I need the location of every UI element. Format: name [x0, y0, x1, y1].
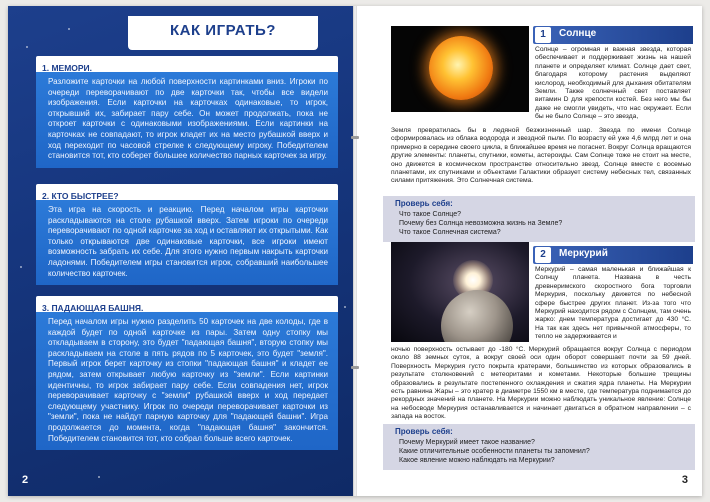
- booklet-spread: [8, 6, 702, 496]
- quiz-box-sun: [383, 196, 695, 242]
- staple-icon: [351, 136, 359, 139]
- section-header-sun: [533, 26, 693, 44]
- quiz-question: Какое явление можно наблюдать на Меркурии?: [399, 457, 555, 465]
- section-number: 1: [535, 27, 551, 43]
- mercury-image: [391, 242, 529, 342]
- quiz-question: Что такое Солнечная система?: [399, 229, 501, 237]
- quiz-question: Какие отличительные особенности планеты ты запомнил?: [399, 448, 590, 456]
- section-title: Меркурий: [559, 248, 608, 259]
- game-description: Перед началом игры нужно разделить 50 карточек на две колоды, где в каждой будет по одной карточке из пары. Затем одну стопку мы откладываем в сторону, это будет "падающая башня", вторую стопку мы раскладываем на столе в пять рядов по 5 карточек, это будет "земля". Первый игрок берет карточку из стопки "падающая башня" и кладет ее рядом, затем открывает любую карточку из "земли". Если картинки идентичны, то игрок забирает пару себе. Если совпадения нет, игрок переворачивает карточку с "земли" рубашкой вверх и ход передает следующему участнику. Игрок по очереди переворачивает карточки из "земли", пока не найдут парную карточку для "падающей башни". Игра продолжается до момента, когда "падающая башня" закончится. Победителем становится тот, кто собрал больше всего карточек.: [36, 312, 338, 450]
- left-page: [8, 6, 355, 496]
- quiz-question: Что такое Солнце?: [399, 211, 461, 218]
- sun-text-side: Солнце – огромная и важная звезда, которая обеспечивает и поддерживает жизнь на нашей планете и определяет климат. Солнце дает свет, благодаря которому растения выделяют кислород, необходимый для дыхания обитателям Земли. Также солнечный свет поставляет витамин D для крепости костей. Без него мы бы даже не смогли увидеть, что нас окружает. Если бы не было Солнце – это звезда,: [535, 46, 691, 121]
- quiz-heading: Проверь себя:: [395, 199, 453, 208]
- section-header-mercury: [533, 246, 693, 264]
- page-title-badge: [128, 16, 318, 50]
- page-number-right: 3: [681, 474, 688, 486]
- star-decoration: [344, 306, 346, 308]
- page-number-left: 2: [22, 474, 29, 486]
- quiz-heading: Проверь себя:: [395, 427, 453, 436]
- quiz-question: Почему Меркурий имеет такое название?: [399, 439, 535, 446]
- game-heading: 3. ПАДАЮЩАЯ БАШНЯ.: [42, 303, 144, 313]
- game-heading: 2. КТО БЫСТРЕЕ?: [42, 191, 119, 201]
- star-decoration: [20, 266, 22, 268]
- star-decoration: [98, 476, 100, 478]
- booklet-spine: [353, 6, 357, 496]
- game-heading-bar: [36, 184, 338, 200]
- star-decoration: [26, 46, 28, 48]
- page-title: КАК ИГРАТЬ?: [170, 22, 276, 39]
- mercury-planet-icon: [441, 290, 513, 342]
- game-heading-bar: [36, 296, 338, 312]
- quiz-box-mercury: [383, 424, 695, 470]
- section-title: Солнце: [559, 28, 597, 39]
- game-block-memory: [36, 56, 338, 168]
- section-number: 2: [535, 247, 551, 263]
- quiz-question: Почему без Солнца невозможна жизнь на Земле?: [399, 220, 563, 228]
- right-page: [355, 6, 702, 496]
- game-block-falling-tower: [36, 296, 338, 450]
- game-heading-bar: [36, 56, 338, 72]
- game-description: Эта игра на скорость и реакцию. Перед началом игры карточки раскладываются на столе рубашкой вверх. Затем игроки по очереди переворачивают по одной карточке за ход и оставляют их открытыми. Как только открываются две одинаковые карточки, все игроки имеют возможность забрать их себе. Для этого нужно первым накрыть карточки ладонями. Победителем игры становится игрок, собравший наибольшее количество карточек.: [36, 200, 338, 285]
- mercury-text-side: Меркурий – самая маленькая и ближайшая к Солнцу планета. Названа в честь древнеримского скоростного бога торговли Меркурия, поскольку движется по небесной сфере быстрее других планет. Из-за того что Меркурий находится рядом с Солнцем, там очень жарко: днем температура достигает до 430 °С. На так как здесь нет привычной атмосферы, то тепло не задерживается и: [535, 266, 691, 341]
- game-block-who-faster: [36, 184, 338, 285]
- mercury-text-full: ночью поверхность остывает до -180 °С. Меркурий обращается вокруг Солнца с периодом около 88 земных суток, а вокруг своей оси один оборот совершает почти за 59 дней. Поверхность Меркурия густо покрыта кратерами, большинство из которых образовались в результате столкновений с метеоритами и кометами. Некоторые большие трещины образовались в результате постепенного охлаждения и сжатия ядра планеты. На Меркурии есть равнина Жары – это кратер в диаметре 1550 км в месте, где температура поднимается до рекордных значений на планете. На Меркурии можно наблюдать уникальное явление: Солнце на небосводе Меркурия останавливается и начинает двигаться в обратном направлении – с запада на восток.: [391, 346, 691, 421]
- game-heading: 1. МЕМОРИ.: [42, 63, 93, 73]
- sun-image: [391, 26, 529, 112]
- sun-icon: [429, 36, 493, 100]
- sun-text-full: Земля превратилась бы в ледяной безжизненный шар. Звезда по имени Солнце сформировалась из облака водорода и звездной пыли. По возрасту ей уже 4,6 млрд лет и она примерно в середине своего цикла, в ближайшее время не погаснет. Вокруг Солнца вращаются другие элементы: планеты, спутники, кометы, астероиды. Сам Солнце тоже не стоит на месте, оно движется в космическом пространстве относительно звезд. Солнце вместе с восемью планетами, их спутниками и объектами Галактики образует систему небесных тел, связанных силами притяжения. Это Солнечная система.: [391, 127, 691, 185]
- game-description: Разложите карточки на любой поверхности картинками вниз. Игроки по очереди переворачивают по две карточки так, чтобы все видели изображения. Если карточки на карточках одинаковые, то игрок, открывший их, забирает пару себе. Он может продолжать, пока не откроет карточки с одинаковыми изображениями. Если картинки на карточках не совпадают, то игрок кладет их на место рубашкой вверх и ход переходит по часовой стрелке к следующему игроку. Победителем становится тот, кто соберет большее количество парных карточек за игру.: [36, 72, 338, 168]
- star-decoration: [68, 28, 70, 30]
- staple-icon: [351, 366, 359, 369]
